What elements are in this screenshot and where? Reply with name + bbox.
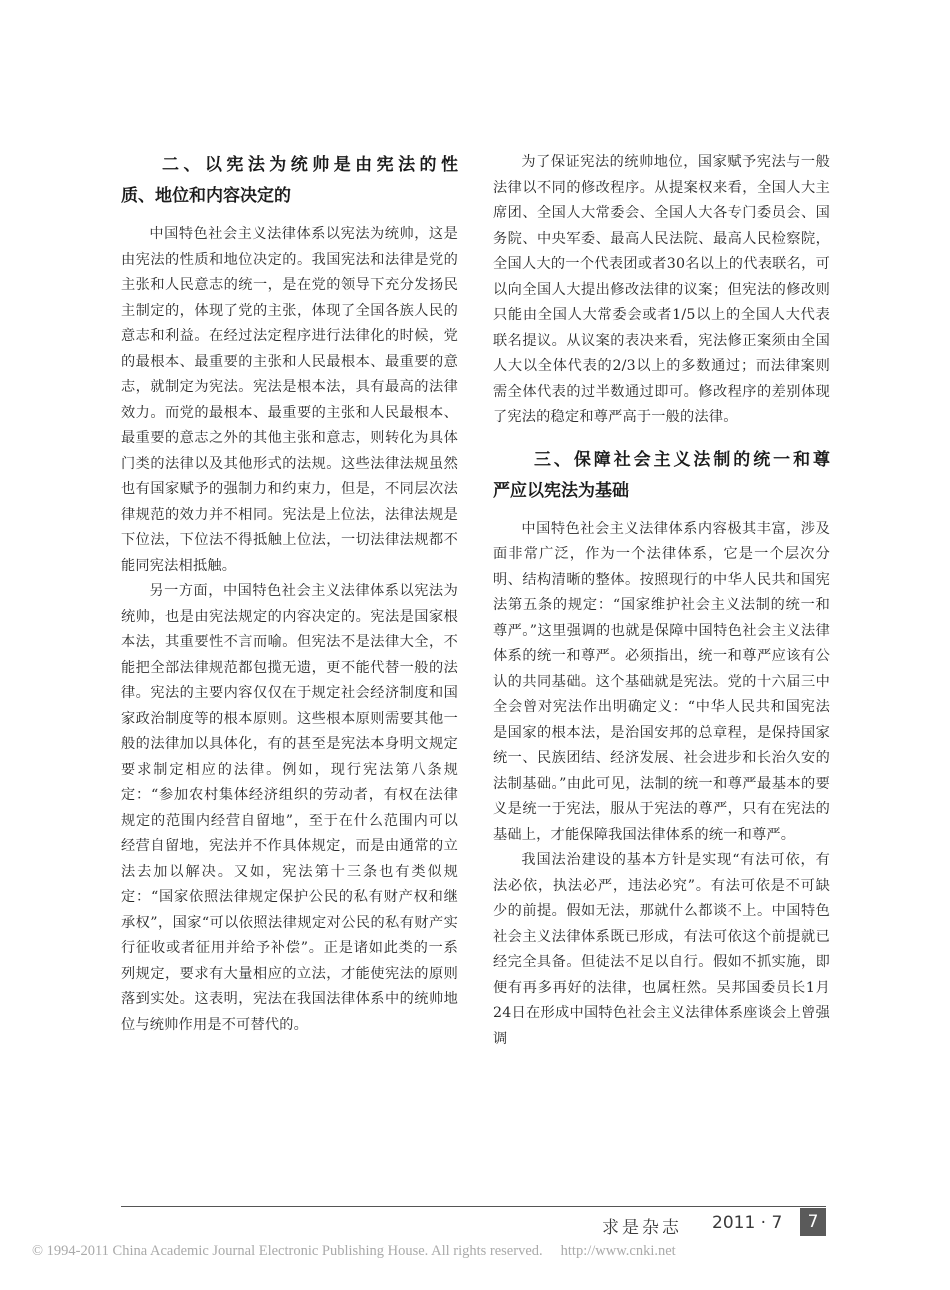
page-number: 7 (800, 1208, 826, 1236)
heading-line-1: 二、以宪法为统帅是由宪法的性 (162, 155, 458, 175)
body-paragraph: 中国特色社会主义法律体系以宪法为统帅，这是由宪法的性质和地位决定的。我国宪法和法律是党的主张和人民意志的统一，是在党的领导下充分发扬民主制定的，体现了党的主张，体现了全国各族人民的意志和利益。在经过法定程序进行法律化的时候，党的最根本、最重要的主张和人民最根本、最重要的意志，就制定为宪法。宪法是根本法，具有最高的法律效力。而党的最根本、最重要的主张和人民最根本、最重要的意志之外的其他主张和意志，则转化为具体门类的法律以及其他形式的法规。这些法律法规虽然也有国家赋予的强制力和约束力，但是，不同层次法律规范的效力并不相同。宪法是上位法，法律法规是下位法，下位法不得抵触上位法，一切法律法规都不能同宪法相抵触。 (121, 226, 458, 574)
issue-number: 2011 · 7 (712, 1213, 783, 1233)
section-heading-3 (493, 445, 830, 507)
left-column (121, 150, 458, 1038)
journal-masthead: 求是杂志 (602, 1218, 682, 1238)
body-paragraph: 为了保证宪法的统帅地位，国家赋予宪法与一般法律以不同的修改程序。从提案权来看，全国人大主席团、全国人大常委会、全国人大各专门委员会、国务院、中央军委、最高人民法院、最高人民检察院，全国人大的一个代表团或者30名以上的代表联名，可以向全国人大提出修改法律的议案；但宪法的修改则只能由全国人大常委会或者1/5以上的全国人大代表联名提议。从议案的表决来看，宪法修正案须由全国人大以全体代表的2/3以上的多数通过；而法律案则需全体代表的过半数通过即可。修改程序的差别体现了宪法的稳定和尊严高于一般的法律。 (493, 154, 830, 425)
right-column (493, 150, 830, 1052)
heading-line-2: 严应以宪法为基础 (493, 480, 629, 501)
copyright-text: © 1994-2011 China Academic Journal Electronic Publishing House. All rights reserved. (32, 1243, 543, 1259)
heading-line-1: 三、保障社会主义法制的统一和尊 (534, 449, 830, 470)
footer-divider (121, 1206, 826, 1207)
body-paragraph: 我国法治建设的基本方针是实现“有法可依，有法必依，执法必严，违法必究”。有法可依是不可缺少的前提。假如无法，那就什么都谈不上。中国特色社会主义法律体系既已形成，有法可依这个前提就已经完全具备。但徒法不足以自行。假如不抓实施，即便有再多再好的法律，也属枉然。吴邦国委员长1月24日在形成中国特色社会主义法律体系座谈会上曾强调 (493, 852, 830, 1047)
section-heading-2 (121, 150, 458, 212)
copyright-url[interactable]: http://www.cnki.net (560, 1243, 676, 1259)
body-paragraph: 另一方面，中国特色社会主义法律体系以宪法为统帅，也是由宪法规定的内容决定的。宪法是国家根本法，其重要性不言而喻。但宪法不是法律大全，不能把全部法律规范都包揽无遗，更不能代替一般的法律。宪法的主要内容仅仅在于规定社会经济制度和国家政治制度等的根本原则。这些根本原则需要其他一般的法律加以具体化，有的甚至是宪法本身明文规定要求制定相应的法律。例如，现行宪法第八条规定：“参加农村集体经济组织的劳动者，有权在法律规定的范围内经营自留地”，至于在什么范围内可以经营自留地，宪法并不作具体规定，而是由通常的立法去加以解决。又如，宪法第十三条也有类似规定：“国家依照法律规定保护公民的私有财产权和继承权”，国家“可以依照法律规定对公民的私有财产实行征收或者征用并给予补偿”。正是诸如此类的一系列规定，要求有大量相应的立法，才能使宪法的原则落到实处。这表明，宪法在我国法律体系中的统帅地位与统帅作用是不可替代的。 (121, 583, 458, 1033)
body-paragraph: 中国特色社会主义法律体系内容极其丰富，涉及面非常广泛，作为一个法律体系，它是一个层次分明、结构清晰的整体。按照现行的中华人民共和国宪法第五条的规定：“国家维护社会主义法制的统一和尊严。”这里强调的也就是保障中国特色社会主义法律体系的统一和尊严。必须指出，统一和尊严应该有公认的共同基础。这个基础就是宪法。党的十六届三中全会曾对宪法作出明确定义：“中华人民共和国宪法是国家的根本法，是治国安邦的总章程，是保持国家统一、民族团结、经济发展、社会进步和长治久安的法制基础。”由此可见，法制的统一和尊严最基本的要义是统一于宪法，服从于宪法的尊严，只有在宪法的基础上，才能保障我国法律体系的统一和尊严。 (493, 520, 830, 843)
heading-line-2: 质、地位和内容决定的 (121, 186, 291, 206)
copyright-line (32, 1243, 918, 1260)
